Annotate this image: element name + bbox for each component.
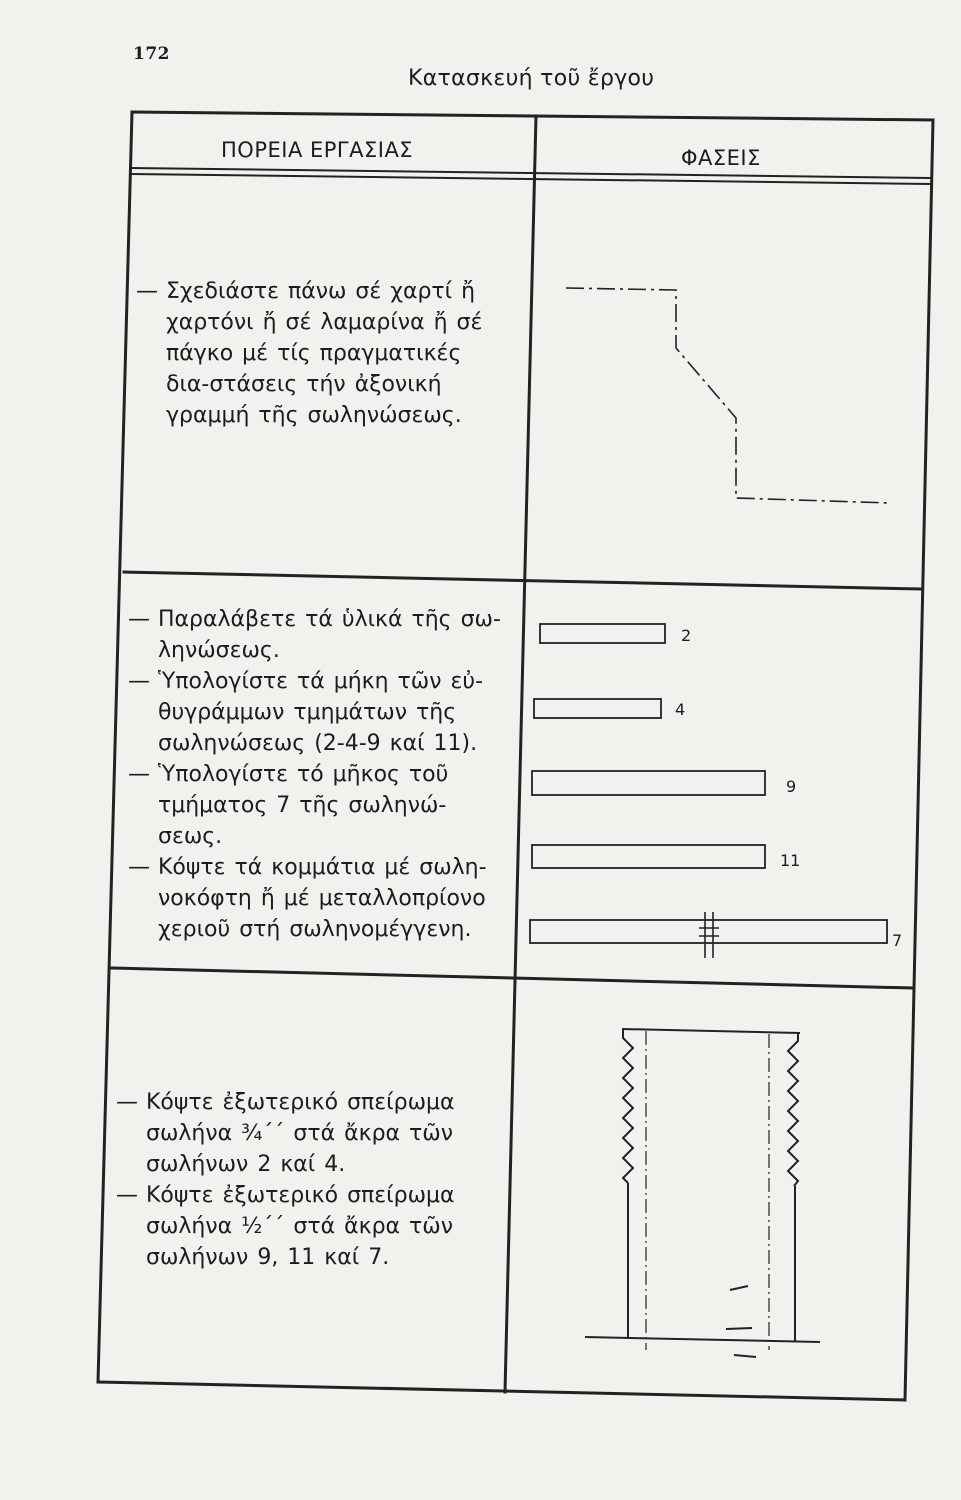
pipe-piece-9 — [532, 771, 765, 795]
threaded-pipe-drawing — [585, 1029, 820, 1357]
step-draw-axis: — Σχεδιάστε πάνω σέ χαρτί ἤ χαρτόνι ἤ σέ λαμαρίνα ἤ σέ πάγκο μέ τίς πραγματικές δια-στάσεις τήν ἀξονική γραμμή τῆς σωληνώσεως. — [136, 279, 483, 428]
row-2-steps — [128, 604, 503, 945]
break-mark — [699, 912, 719, 958]
pipe-piece-4 — [534, 699, 661, 718]
pipe-piece-2 — [540, 624, 665, 643]
column-header-work-process: ΠΟΡΕΙΑ ΕΡΓΑΣΙΑΣ — [221, 138, 414, 162]
step-receive-materials: — Παραλάβετε τά ὑλικά τῆς σω-ληνώσεως. — [128, 607, 501, 663]
step-cut-pieces: — Κόψτε τά κομμάτια μέ σωλη-νοκόφτη ἤ μέ μεταλλοπρίονο χεριοῦ στή σωληνομέγγενη. — [128, 855, 487, 942]
row-1-steps — [136, 276, 508, 431]
pipe-label-2: 2 — [681, 626, 692, 645]
column-header-phases: ΦΑΣΕΙΣ — [681, 146, 761, 170]
pipe-label-11: 11 — [780, 851, 801, 870]
pipe-piece-7 — [530, 920, 887, 943]
row-3-steps — [116, 1087, 491, 1273]
step-calc-length-7: — Ὑπολογίστε τό μῆκος τοῦ τμήματος 7 τῆς σωληνώ-σεως. — [128, 762, 449, 849]
step-calc-lengths: — Ὑπολογίστε τά μήκη τῶν εὐ-θυγράμμων τμημάτων τῆς σωληνώσεως (2-4-9 καί 11). — [128, 669, 484, 756]
pipe-piece-11 — [532, 845, 765, 868]
axis-line-drawing — [566, 288, 890, 503]
pipe-label-7: 7 — [892, 931, 903, 950]
pipe-label-9: 9 — [786, 777, 797, 796]
pipe-label-4: 4 — [675, 700, 686, 719]
page-number: 172 — [133, 44, 170, 64]
page-header: Κατασκευή τοῦ ἔργου — [408, 66, 655, 91]
step-thread-half: — Κόψτε ἐξωτερικό σπείρωμα σωλήνα ½΄΄ στά ἄκρα τῶν σωλήνων 9, 11 καί 7. — [116, 1183, 455, 1270]
step-thread-three-quarter: — Κόψτε ἐξωτερικό σπείρωμα σωλήνα ¾΄΄ στά ἄκρα τῶν σωλήνων 2 καί 4. — [116, 1090, 455, 1177]
